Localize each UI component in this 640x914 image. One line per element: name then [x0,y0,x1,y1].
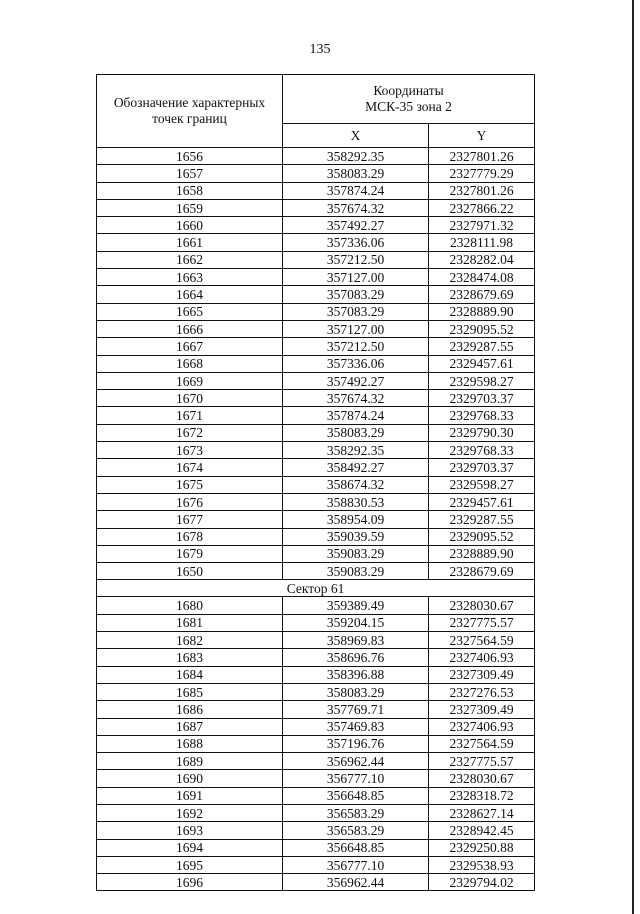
x-cell: 358292.35 [283,148,429,165]
y-cell: 2329095.52 [429,528,535,545]
table-row [97,614,535,631]
table-row [97,856,535,873]
sector-label: Сектор 61 [97,580,535,597]
point-id-cell: 1681 [97,614,283,631]
y-cell: 2329768.33 [429,407,535,424]
x-cell: 357769.71 [283,701,429,718]
point-id-cell: 1650 [97,563,283,580]
y-cell: 2328942.45 [429,822,535,839]
point-id-cell: 1666 [97,320,283,337]
point-id-cell: 1684 [97,666,283,683]
table-row [97,804,535,821]
x-cell: 358083.29 [283,424,429,441]
point-id-cell: 1674 [97,459,283,476]
table-row [97,269,535,286]
y-cell: 2327775.57 [429,614,535,631]
point-id-cell: 1671 [97,407,283,424]
y-cell: 2327309.49 [429,666,535,683]
table-row [97,251,535,268]
table-body-a [97,148,535,580]
point-id-cell: 1682 [97,632,283,649]
x-cell: 357196.76 [283,735,429,752]
table-row [97,355,535,372]
y-cell: 2329095.52 [429,320,535,337]
x-cell: 357674.32 [283,199,429,216]
point-id-cell: 1659 [97,199,283,216]
y-cell: 2329287.55 [429,338,535,355]
x-cell: 357469.83 [283,718,429,735]
x-cell: 357874.24 [283,407,429,424]
point-id-cell: 1687 [97,718,283,735]
table-row [97,649,535,666]
header-point-designation [97,75,283,148]
table-body-sector [97,580,535,597]
table-row [97,217,535,234]
point-id-cell: 1664 [97,286,283,303]
page-number: 135 [309,42,331,57]
table-row [97,545,535,562]
y-cell: 2327406.93 [429,718,535,735]
y-cell: 2328627.14 [429,804,535,821]
x-cell: 357492.27 [283,217,429,234]
x-cell: 358492.27 [283,459,429,476]
table-row [97,407,535,424]
table-row [97,632,535,649]
point-id-cell: 1658 [97,182,283,199]
table-row [97,597,535,614]
y-cell: 2327309.49 [429,701,535,718]
y-cell: 2327779.29 [429,165,535,182]
point-id-cell: 1665 [97,303,283,320]
table-row [97,511,535,528]
table-row [97,753,535,770]
x-cell: 358083.29 [283,683,429,700]
x-cell: 356777.10 [283,856,429,873]
table-row [97,372,535,389]
point-id-cell: 1694 [97,839,283,856]
table-row [97,735,535,752]
table-row [97,666,535,683]
table-row [97,442,535,459]
header-x: X [283,124,429,148]
x-cell: 358954.09 [283,511,429,528]
y-cell: 2329703.37 [429,390,535,407]
y-cell: 2329457.61 [429,493,535,510]
point-id-cell: 1673 [97,442,283,459]
y-cell: 2327866.22 [429,199,535,216]
x-cell: 357674.32 [283,390,429,407]
table-row [97,701,535,718]
y-cell: 2327564.59 [429,632,535,649]
y-cell: 2329790.30 [429,424,535,441]
point-id-cell: 1691 [97,787,283,804]
point-id-cell: 1669 [97,372,283,389]
x-cell: 356648.85 [283,839,429,856]
point-id-cell: 1662 [97,251,283,268]
table-row [97,199,535,216]
point-id-cell: 1679 [97,545,283,562]
point-id-cell: 1678 [97,528,283,545]
point-id-cell: 1667 [97,338,283,355]
y-cell: 2327801.26 [429,148,535,165]
x-cell: 356583.29 [283,822,429,839]
point-id-cell: 1657 [97,165,283,182]
y-cell: 2329287.55 [429,511,535,528]
y-cell: 2329703.37 [429,459,535,476]
x-cell: 359389.49 [283,597,429,614]
table-row [97,338,535,355]
y-cell: 2328318.72 [429,787,535,804]
x-cell: 358396.88 [283,666,429,683]
x-cell: 358969.83 [283,632,429,649]
table-row [97,476,535,493]
sector-row [97,580,535,597]
table-row [97,286,535,303]
table-row [97,234,535,251]
y-cell: 2328282.04 [429,251,535,268]
x-cell: 356962.44 [283,874,429,891]
header-coords-line1: Координаты [373,83,444,99]
point-id-cell: 1663 [97,269,283,286]
y-cell: 2329598.27 [429,372,535,389]
y-cell: 2327775.57 [429,753,535,770]
y-cell: 2328889.90 [429,545,535,562]
point-id-cell: 1686 [97,701,283,718]
header-coords-line2: МСК-35 зона 2 [365,99,452,115]
table-row [97,165,535,182]
x-cell: 356962.44 [283,753,429,770]
y-cell: 2328474.08 [429,269,535,286]
x-cell: 358292.35 [283,442,429,459]
x-cell: 358830.53 [283,493,429,510]
point-id-cell: 1690 [97,770,283,787]
x-cell: 357127.00 [283,320,429,337]
point-id-cell: 1680 [97,597,283,614]
point-id-cell: 1695 [97,856,283,873]
x-cell: 357127.00 [283,269,429,286]
y-cell: 2328679.69 [429,563,535,580]
x-cell: 359204.15 [283,614,429,631]
point-id-cell: 1683 [97,649,283,666]
x-cell: 357083.29 [283,303,429,320]
x-cell: 357336.06 [283,355,429,372]
y-cell: 2329250.88 [429,839,535,856]
x-cell: 357212.50 [283,338,429,355]
y-cell: 2328889.90 [429,303,535,320]
page-edge-line [632,0,634,914]
y-cell: 2329768.33 [429,442,535,459]
x-cell: 356777.10 [283,770,429,787]
point-id-cell: 1677 [97,511,283,528]
x-cell: 359039.59 [283,528,429,545]
x-cell: 357492.27 [283,372,429,389]
x-cell: 357212.50 [283,251,429,268]
y-cell: 2327971.32 [429,217,535,234]
y-cell: 2327801.26 [429,182,535,199]
y-cell: 2329457.61 [429,355,535,372]
y-cell: 2327406.93 [429,649,535,666]
x-cell: 357874.24 [283,182,429,199]
table-row [97,770,535,787]
y-cell: 2329794.02 [429,874,535,891]
point-id-cell: 1688 [97,735,283,752]
table-row [97,563,535,580]
table-row [97,390,535,407]
x-cell: 356648.85 [283,787,429,804]
x-cell: 358674.32 [283,476,429,493]
table-row [97,528,535,545]
table-body-b [97,597,535,891]
y-cell: 2329598.27 [429,476,535,493]
table-row [97,493,535,510]
x-cell: 358696.76 [283,649,429,666]
x-cell: 357083.29 [283,286,429,303]
point-id-cell: 1656 [97,148,283,165]
point-id-cell: 1696 [97,874,283,891]
point-id-cell: 1661 [97,234,283,251]
x-cell: 359083.29 [283,545,429,562]
point-id-cell: 1668 [97,355,283,372]
table-row [97,148,535,165]
coordinates-table [96,74,535,891]
point-id-cell: 1675 [97,476,283,493]
point-id-cell: 1685 [97,683,283,700]
y-cell: 2327564.59 [429,735,535,752]
header-point-line1: Обозначение характерных [113,95,266,110]
table-row [97,303,535,320]
y-cell: 2327276.53 [429,683,535,700]
y-cell: 2329538.93 [429,856,535,873]
x-cell: 357336.06 [283,234,429,251]
point-id-cell: 1692 [97,804,283,821]
point-id-cell: 1676 [97,493,283,510]
table-row [97,874,535,891]
y-cell: 2328111.98 [429,234,535,251]
point-id-cell: 1672 [97,424,283,441]
point-id-cell: 1689 [97,753,283,770]
point-id-cell: 1660 [97,217,283,234]
table-row [97,182,535,199]
header-point-line2: точек границ [152,111,227,126]
header-coordinates [283,75,535,124]
table-row [97,839,535,856]
x-cell: 359083.29 [283,563,429,580]
table-row [97,683,535,700]
table-row [97,459,535,476]
y-cell: 2328679.69 [429,286,535,303]
header-y: Y [429,124,535,148]
table-row [97,822,535,839]
x-cell: 356583.29 [283,804,429,821]
table-row [97,424,535,441]
y-cell: 2328030.67 [429,597,535,614]
point-id-cell: 1670 [97,390,283,407]
table-row [97,718,535,735]
table-row [97,320,535,337]
y-cell: 2328030.67 [429,770,535,787]
point-id-cell: 1693 [97,822,283,839]
x-cell: 358083.29 [283,165,429,182]
table-row [97,787,535,804]
